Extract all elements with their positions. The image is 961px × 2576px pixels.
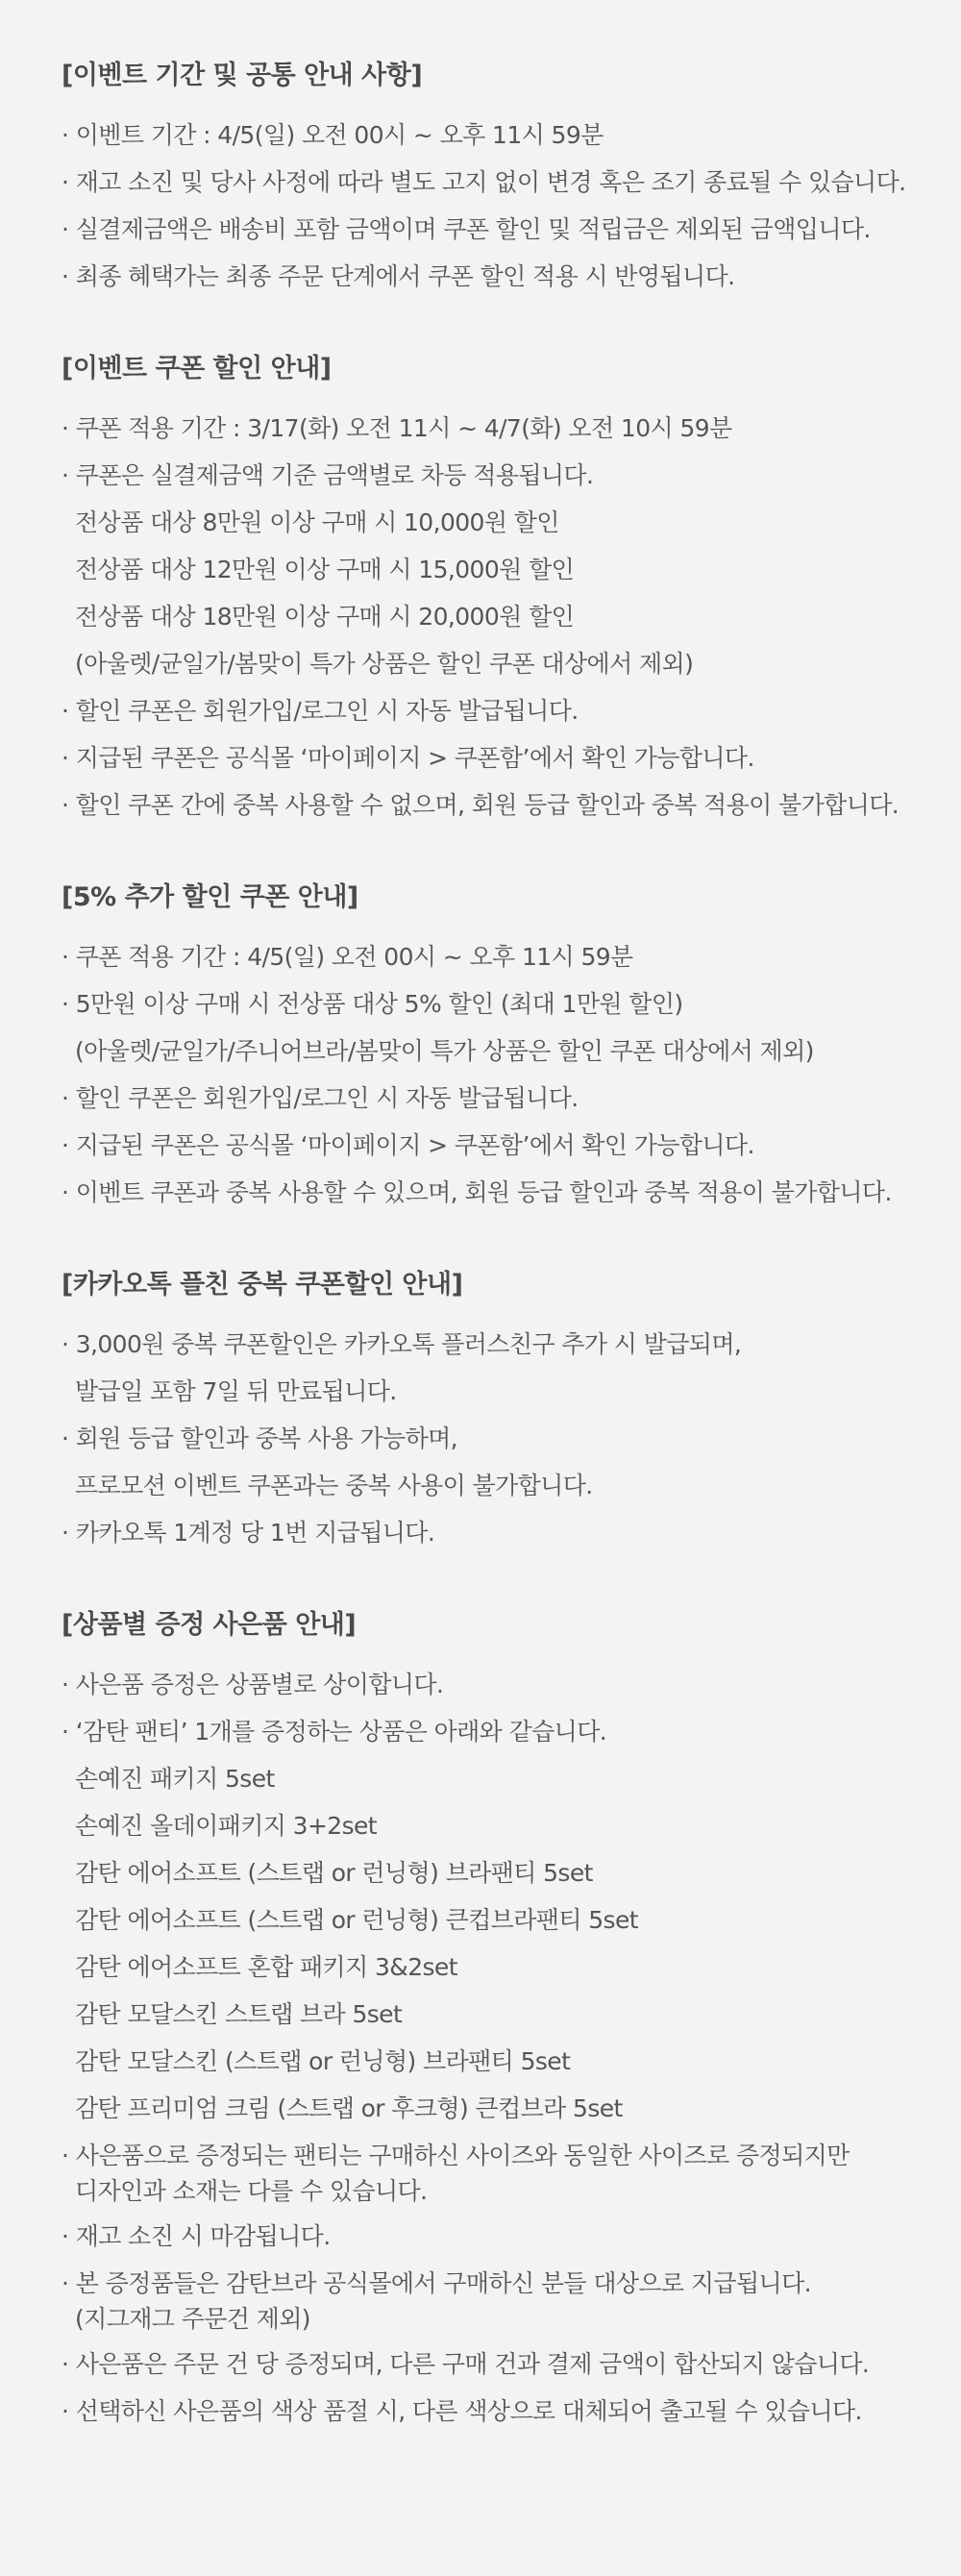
bullet-item: · 지급된 쿠폰은 공식몰 ‘마이페이지 > 쿠폰함’에서 확인 가능합니다. <box>62 1131 754 1159</box>
notice-section <box>62 883 961 1216</box>
sub-item: 감탄 에어소프트 (스트랩 or 런닝형) 브라팬티 5set <box>75 1859 593 1887</box>
sub-item: 감탄 프리미엄 크림 (스트랩 or 후크형) 큰컵브라 5set <box>75 2094 623 2122</box>
sub-item: 감탄 에어소프트 혼합 패키지 3&2set <box>75 1953 457 1981</box>
bullet-item: · 할인 쿠폰은 회원가입/로그인 시 자동 발급됩니다. <box>62 697 579 725</box>
bullet-item: · 지급된 쿠폰은 공식몰 ‘마이페이지 > 쿠폰함’에서 확인 가능합니다. <box>62 744 754 772</box>
sub-item: 디자인과 소재는 다를 수 있습니다. <box>75 2177 428 2205</box>
bullet-item: · 쿠폰 적용 기간 : 4/5(일) 오전 00시 ~ 오후 11시 59분 <box>62 943 633 971</box>
sub-item: (지그재그 주문건 제외) <box>75 2305 310 2333</box>
bullet-item: · 이벤트 기간 : 4/5(일) 오전 00시 ~ 오후 11시 59분 <box>62 121 604 149</box>
sub-item: (아울렛/균일가/봄맞이 특가 상품은 할인 쿠폰 대상에서 제외) <box>75 650 694 678</box>
sub-item: 전상품 대상 8만원 이상 구매 시 10,000원 할인 <box>75 508 559 536</box>
bullet-item: · 쿠폰은 실결제금액 기준 금액별로 차등 적용됩니다. <box>62 461 594 489</box>
section-title: [이벤트 쿠폰 할인 안내] <box>62 354 332 384</box>
sub-item: 손예진 올데이패키지 3+2set <box>75 1812 378 1840</box>
notice-section <box>62 355 961 829</box>
bullet-item: · 회원 등급 할인과 중복 사용 가능하며, <box>62 1424 458 1452</box>
sub-item: 전상품 대상 18만원 이상 구매 시 20,000원 할인 <box>75 603 575 631</box>
section-title: [5% 추가 할인 쿠폰 안내] <box>62 882 358 912</box>
sub-item: 발급일 포함 7일 뒤 만료됩니다. <box>75 1377 397 1405</box>
bullet-item: · 재고 소진 시 마감됩니다. <box>62 2222 331 2250</box>
sub-item: 감탄 모달스킨 (스트랩 or 런닝형) 브라팬티 5set <box>75 2047 571 2075</box>
notice-sections <box>62 62 961 2435</box>
notice-section <box>62 62 961 300</box>
bullet-item: · 실결제금액은 배송비 포함 금액이며 쿠폰 할인 및 적립금은 제외된 금액입니다. <box>62 215 871 243</box>
sub-item: 감탄 모달스킨 스트랩 브라 5set <box>75 2000 403 2028</box>
bullet-item: · 할인 쿠폰 간에 중복 사용할 수 없으며, 회원 등급 할인과 중복 적용이 불가합니다. <box>62 791 899 819</box>
bullet-item: · 3,000원 중복 쿠폰할인은 카카오톡 플러스친구 추가 시 발급되며, <box>62 1330 742 1358</box>
bullet-item: · 사은품 증정은 상품별로 상이합니다. <box>62 1671 444 1698</box>
sub-item: 프로모션 이벤트 쿠폰과는 중복 사용이 불가합니다. <box>75 1472 593 1499</box>
sub-item: 감탄 에어소프트 (스트랩 or 런닝형) 큰컵브라팬티 5set <box>75 1906 638 1934</box>
bullet-item: · 사은품은 주문 건 당 증정되며, 다른 구매 건과 결제 금액이 합산되지 않습니다. <box>62 2350 870 2378</box>
section-title: [상품별 증정 사은품 안내] <box>62 1610 357 1640</box>
bullet-item: · 최종 혜택가는 최종 주문 단계에서 쿠폰 할인 적용 시 반영됩니다. <box>62 262 735 290</box>
notice-section <box>62 1271 961 1556</box>
bullet-item: · 사은품으로 증정되는 팬티는 구매하신 사이즈와 동일한 사이즈로 증정되지만 <box>62 2142 850 2169</box>
bullet-item: · 5만원 이상 구매 시 전상품 대상 5% 할인 (최대 1만원 할인) <box>62 990 683 1018</box>
sub-item: 전상품 대상 12만원 이상 구매 시 15,000원 할인 <box>75 556 575 583</box>
notice-section <box>62 1611 961 2435</box>
section-title: [카카오톡 플친 중복 쿠폰할인 안내] <box>62 1270 463 1300</box>
sub-item: (아울렛/균일가/주니어브라/봄맞이 특가 상품은 할인 쿠폰 대상에서 제외) <box>75 1037 814 1065</box>
bullet-item: · 이벤트 쿠폰과 중복 사용할 수 있으며, 회원 등급 할인과 중복 적용이 불가합니다. <box>62 1178 892 1206</box>
bullet-item: · 쿠폰 적용 기간 : 3/17(화) 오전 11시 ~ 4/7(화) 오전 10시 59분 <box>62 414 732 442</box>
section-title: [이벤트 기간 및 공통 안내 사항] <box>62 61 423 90</box>
bullet-item: · 본 증정품들은 감탄브라 공식몰에서 구매하신 분들 대상으로 지급됩니다. <box>62 2269 811 2297</box>
bullet-item: · 선택하신 사은품의 색상 품절 시, 다른 색상으로 대체되어 출고될 수 있습니다. <box>62 2397 862 2425</box>
bullet-item: · 카카오톡 1계정 당 1번 지급됩니다. <box>62 1519 435 1547</box>
bullet-item: · 재고 소진 및 당사 사정에 따라 별도 고지 없이 변경 혹은 조기 종료될 수 있습니다. <box>62 168 906 196</box>
bullet-item: · ‘감탄 팬티’ 1개를 증정하는 상품은 아래와 같습니다. <box>62 1718 607 1746</box>
bullet-item: · 할인 쿠폰은 회원가입/로그인 시 자동 발급됩니다. <box>62 1084 579 1112</box>
sub-item: 손예진 패키지 5set <box>75 1765 275 1793</box>
